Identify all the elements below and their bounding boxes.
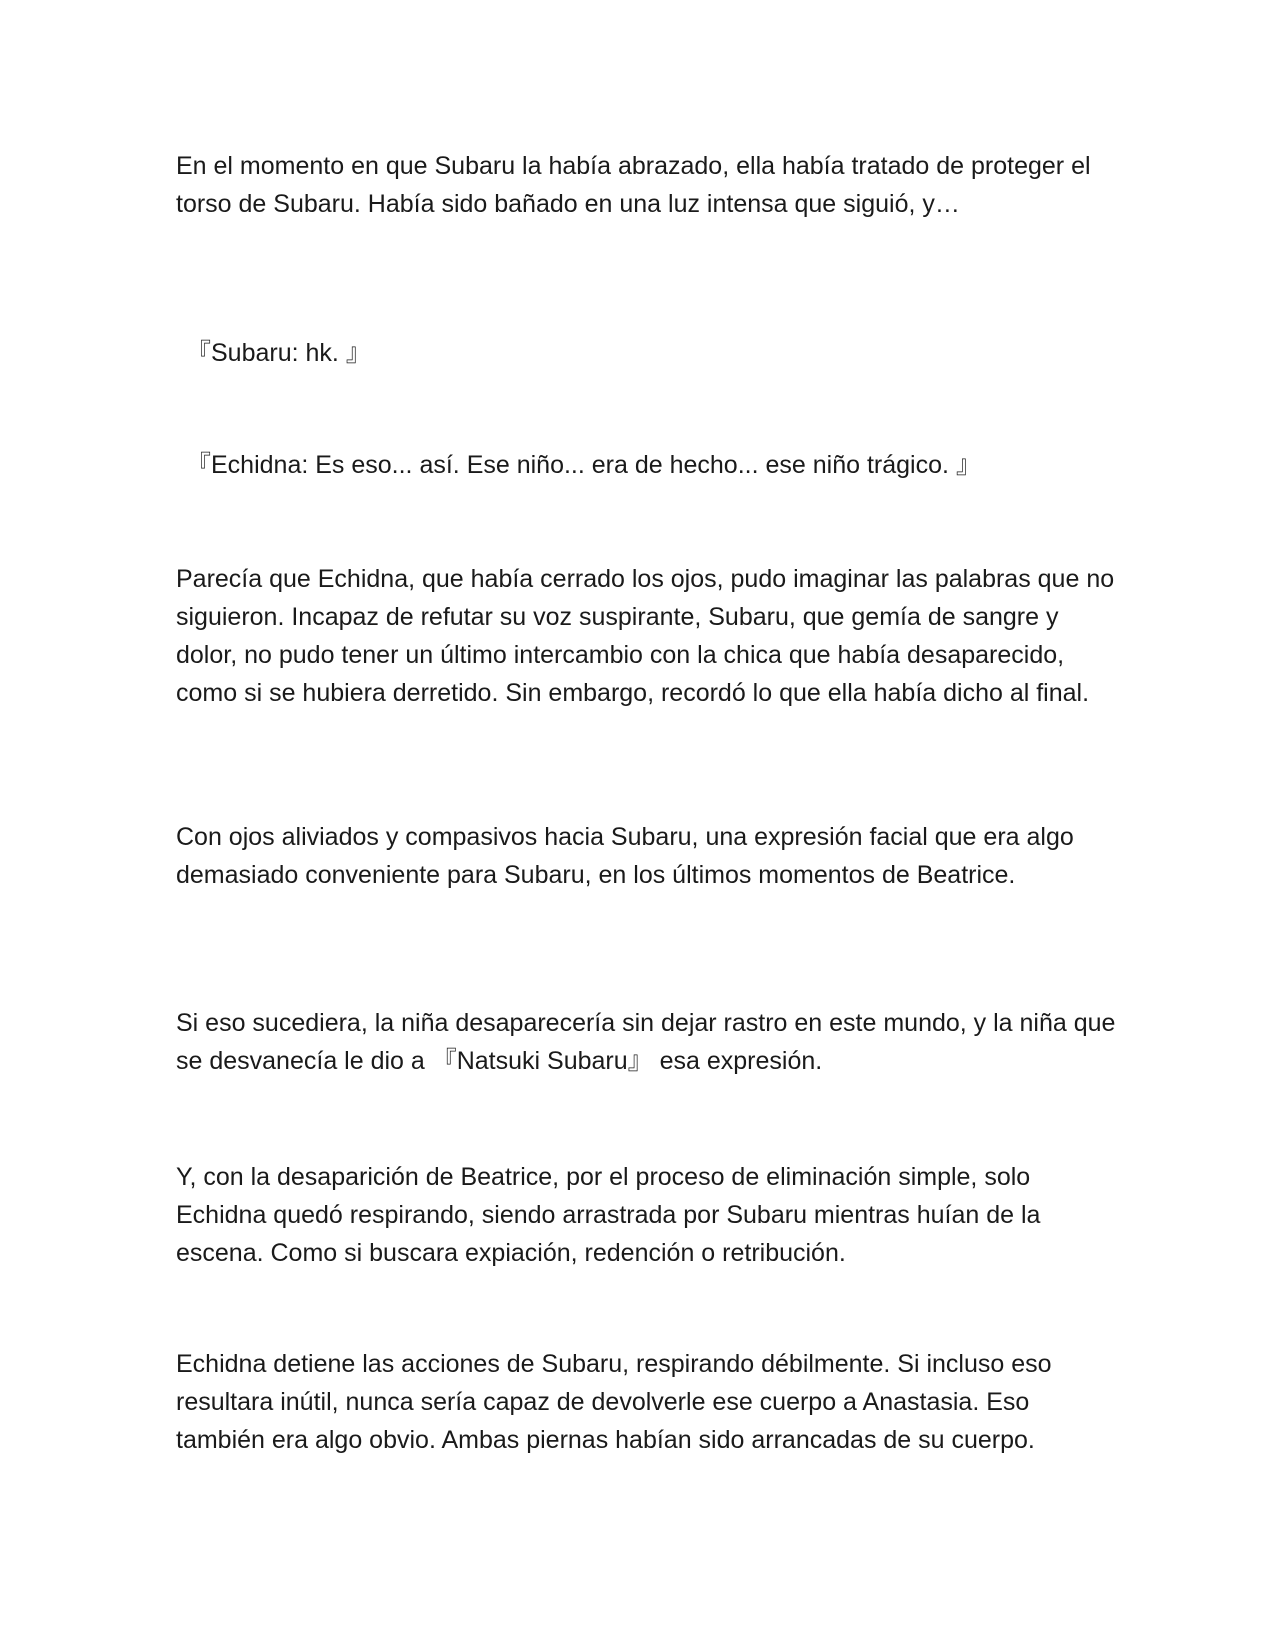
paragraph: Con ojos aliviados y compasivos hacia Subaru, una expresión facial que era algo demasiado conveniente para Subaru, en los últimos momentos de Beatrice. (176, 823, 1074, 889)
paragraph: Parecía que Echidna, que había cerrado los ojos, pudo imaginar las palabras que no siguieron. Incapaz de refutar su voz suspirante, Subaru, que gemía de sangre y dolor, no pudo tener un último intercambio con la chica que había desaparecido, como si se hubiera derretido. Sin embargo, recordó lo que ella había dicho al final. (176, 565, 1115, 707)
dialogue-line: 『Echidna: Es eso... así. Ese niño... era de hecho... ese niño trágico. 』 (186, 451, 981, 479)
dialogue-line: 『Subaru: hk. 』 (186, 339, 371, 367)
paragraph: Y, con la desaparición de Beatrice, por el proceso de eliminación simple, solo Echidna quedó respirando, siendo arrastrada por Subaru mientras huían de la escena. Como si buscara expiación, redención o retribución. (176, 1163, 1041, 1267)
paragraph: En el momento en que Subaru la había abrazado, ella había tratado de proteger el torso de Subaru. Había sido bañado en una luz intensa que siguió, y… (176, 152, 1091, 218)
paragraph: Echidna detiene las acciones de Subaru, respirando débilmente. Si incluso eso resultara inútil, nunca sería capaz de devolverle ese cuerpo a Anastasia. Eso también era algo obvio. Ambas piernas habían sido arrancadas de su cuerpo. (176, 1350, 1052, 1454)
paragraph: Si eso sucediera, la niña desaparecería sin dejar rastro en este mundo, y la niña que se desvanecía le dio a 『Natsuki Subaru』 esa expresión. (176, 1009, 1116, 1075)
